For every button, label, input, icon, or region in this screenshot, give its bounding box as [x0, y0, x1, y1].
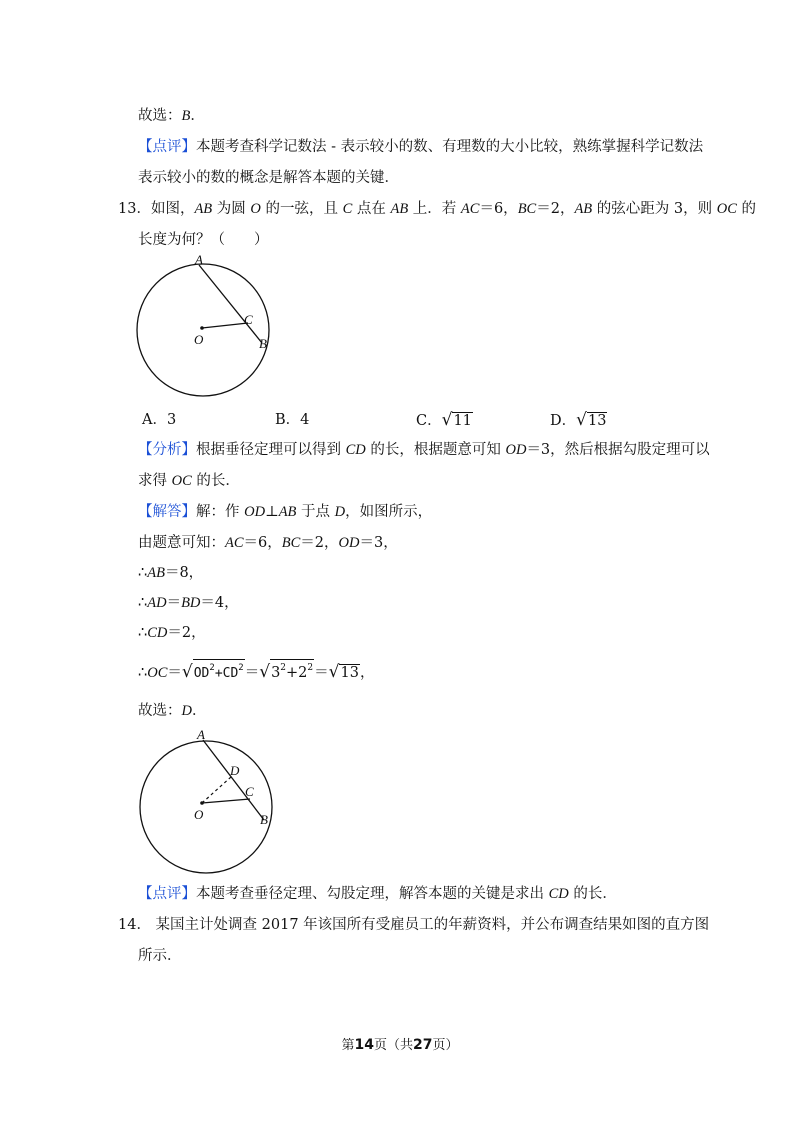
- analysis-line1: [138, 440, 710, 460]
- text: 求得: [138, 473, 172, 489]
- exponent: 2: [280, 663, 287, 673]
- text: ⊥: [265, 504, 279, 520]
- math: AB: [390, 201, 409, 217]
- option-letter: A．: [142, 412, 167, 428]
- radical-od-cd: [193, 659, 245, 682]
- math: BC: [281, 535, 301, 551]
- label-b: B: [260, 812, 268, 827]
- page-total: 27: [413, 1037, 433, 1053]
- sqrt-icon: √: [259, 662, 271, 682]
- text: ＝4，: [200, 595, 239, 611]
- choice-label: 故选：: [138, 703, 182, 719]
- math: AC: [460, 201, 480, 217]
- text: 的弦心距为 3，则: [592, 201, 717, 217]
- option-value: 11: [453, 413, 472, 429]
- comment-tag: 【点评】: [138, 886, 196, 902]
- q13-stem-line1: [118, 199, 756, 219]
- label-c: C: [244, 312, 253, 327]
- text: 本题考查垂径定理、勾股定理，解答本题的关键是求出: [196, 886, 549, 902]
- choice-value: B: [181, 108, 191, 124]
- text: 的一弦，且: [260, 201, 343, 217]
- text: +2: [286, 665, 308, 681]
- label-o: O: [194, 807, 204, 822]
- exponent: 2: [209, 663, 215, 673]
- text: 13．如图，: [118, 201, 195, 217]
- option-b: [275, 409, 309, 431]
- text: 第: [341, 1038, 355, 1053]
- answer-line1: [138, 502, 432, 522]
- math: AB: [278, 504, 297, 520]
- radical-3-2: [270, 659, 314, 681]
- text: 的: [736, 201, 756, 217]
- text: 的长，根据题意可知: [365, 442, 506, 458]
- page-footer: [0, 1034, 800, 1053]
- segment-oc: [202, 323, 248, 328]
- comment-tag: 【点评】: [138, 139, 196, 155]
- text: ．: [191, 703, 207, 719]
- text: +CD: [214, 666, 239, 681]
- option-c: [416, 409, 473, 432]
- math: AB: [147, 565, 165, 581]
- text: ＝: [244, 665, 260, 681]
- text: 上．若: [408, 201, 461, 217]
- therefore-icon: ∴: [138, 625, 148, 641]
- exponent: 2: [307, 663, 314, 673]
- text: 点在: [352, 201, 391, 217]
- text: ＝2，: [536, 201, 575, 217]
- label-b: B: [259, 336, 267, 351]
- answer-step5: [138, 659, 374, 685]
- math: OD: [244, 504, 266, 520]
- text: ＝3，: [359, 535, 398, 551]
- q14-stem-line1: 14． 某国主计处调查 2017 年该国所有受雇员工的年薪资料，并公布调查结果如图的直方图: [118, 917, 710, 933]
- chord-ab: [203, 740, 264, 820]
- q13-figure-circle: [130, 252, 290, 412]
- page-number: 14: [354, 1037, 374, 1053]
- prev-choice: 故选：B．: [138, 108, 205, 124]
- segment-od-dashed: [202, 777, 231, 803]
- math: AB: [194, 201, 213, 217]
- option-value: 3: [166, 412, 177, 428]
- text: ＝6，: [243, 535, 282, 551]
- circle-outline: [137, 264, 269, 396]
- option-letter: C．: [416, 413, 442, 429]
- text: ＝2，: [300, 535, 339, 551]
- option-letter: D．: [550, 413, 577, 429]
- sqrt-icon: √: [441, 410, 453, 430]
- center-dot: [200, 326, 204, 330]
- text: ＝6，: [479, 201, 518, 217]
- analysis-tag: 【分析】: [138, 442, 196, 458]
- text: 的长．: [191, 473, 240, 489]
- math: O: [250, 201, 261, 217]
- math: BD: [181, 595, 201, 611]
- text: 页（共: [373, 1038, 413, 1053]
- label-o: O: [194, 332, 204, 347]
- exponent: 2: [238, 663, 244, 673]
- center-dot: [200, 801, 204, 805]
- choice-value: D: [181, 703, 192, 719]
- sqrt-icon: √: [181, 662, 193, 682]
- math: OC: [171, 473, 192, 489]
- q14-stem-line2: 所示．: [138, 948, 182, 964]
- text: ＝: [167, 665, 182, 681]
- text: ＝: [314, 665, 329, 681]
- option-d: [550, 409, 607, 432]
- label-d: D: [230, 763, 240, 778]
- text: 页）: [432, 1038, 459, 1053]
- math: D: [334, 504, 346, 520]
- option-a: [142, 409, 176, 431]
- therefore-icon: ∴: [138, 565, 148, 581]
- prev-comment-line1: [138, 137, 703, 157]
- text: 于点: [296, 504, 335, 520]
- chord-ab: [199, 265, 262, 343]
- math: CD: [147, 625, 168, 641]
- answer-tag: 【解答】: [138, 504, 196, 520]
- math: AC: [225, 535, 244, 551]
- text: ＝8，: [164, 565, 204, 581]
- math: CD: [345, 442, 366, 458]
- text: 由题意可知：: [138, 535, 225, 551]
- text: ＝3，然后根据勾股定理可以: [526, 442, 710, 458]
- text: ，: [359, 665, 375, 681]
- text: 为圆: [212, 201, 251, 217]
- prev-comment-line2: 表示较小的数的概念是解答本题的关键．: [138, 170, 399, 186]
- circle-outline: [140, 741, 272, 873]
- q13-solution-figure: [130, 727, 290, 887]
- analysis-line2: [138, 471, 240, 491]
- answer-step1: [138, 533, 398, 553]
- math: AD: [147, 595, 167, 611]
- therefore-icon: ∴: [138, 595, 148, 611]
- option-value: 13: [587, 413, 607, 429]
- math: OC: [716, 201, 737, 217]
- math: C: [342, 201, 353, 217]
- option-letter: B．: [275, 412, 301, 428]
- choice-label: 故选：: [138, 108, 182, 124]
- math: CD: [548, 886, 569, 902]
- math: BC: [517, 201, 537, 217]
- therefore-icon: ∴: [138, 665, 148, 681]
- text: ＝2，: [167, 625, 206, 641]
- q13-comment: [138, 884, 617, 904]
- answer-choice: [138, 701, 206, 721]
- math: OD: [338, 535, 360, 551]
- math: AB: [574, 201, 593, 217]
- q13-stem-line2: 长度为何？（ ）: [138, 232, 269, 248]
- option-value: 4: [300, 412, 310, 428]
- text: 根据垂径定理可以得到: [196, 442, 346, 458]
- radical-13: 13: [340, 665, 359, 681]
- label-c: C: [245, 784, 254, 799]
- sqrt-icon: √: [576, 410, 587, 430]
- math: OD: [505, 442, 527, 458]
- answer-step3: [138, 593, 239, 613]
- text: 3: [271, 665, 281, 681]
- text: 的长．: [568, 886, 617, 902]
- sqrt-icon: √: [328, 662, 340, 682]
- segment-oc: [202, 799, 250, 803]
- answer-step4: [138, 623, 206, 643]
- text: ＝: [166, 595, 182, 611]
- answer-step2: [138, 563, 203, 583]
- text: 解：作: [196, 504, 245, 520]
- label-a: A: [197, 727, 205, 742]
- math: OC: [147, 665, 168, 681]
- comment-text: 本题考查科学记数法 - 表示较小的数、有理数的大小比较，熟练掌握科学记数法: [196, 139, 704, 155]
- text: ，如图所示，: [345, 504, 433, 520]
- text: OD: [193, 666, 210, 681]
- label-a: A: [195, 252, 203, 267]
